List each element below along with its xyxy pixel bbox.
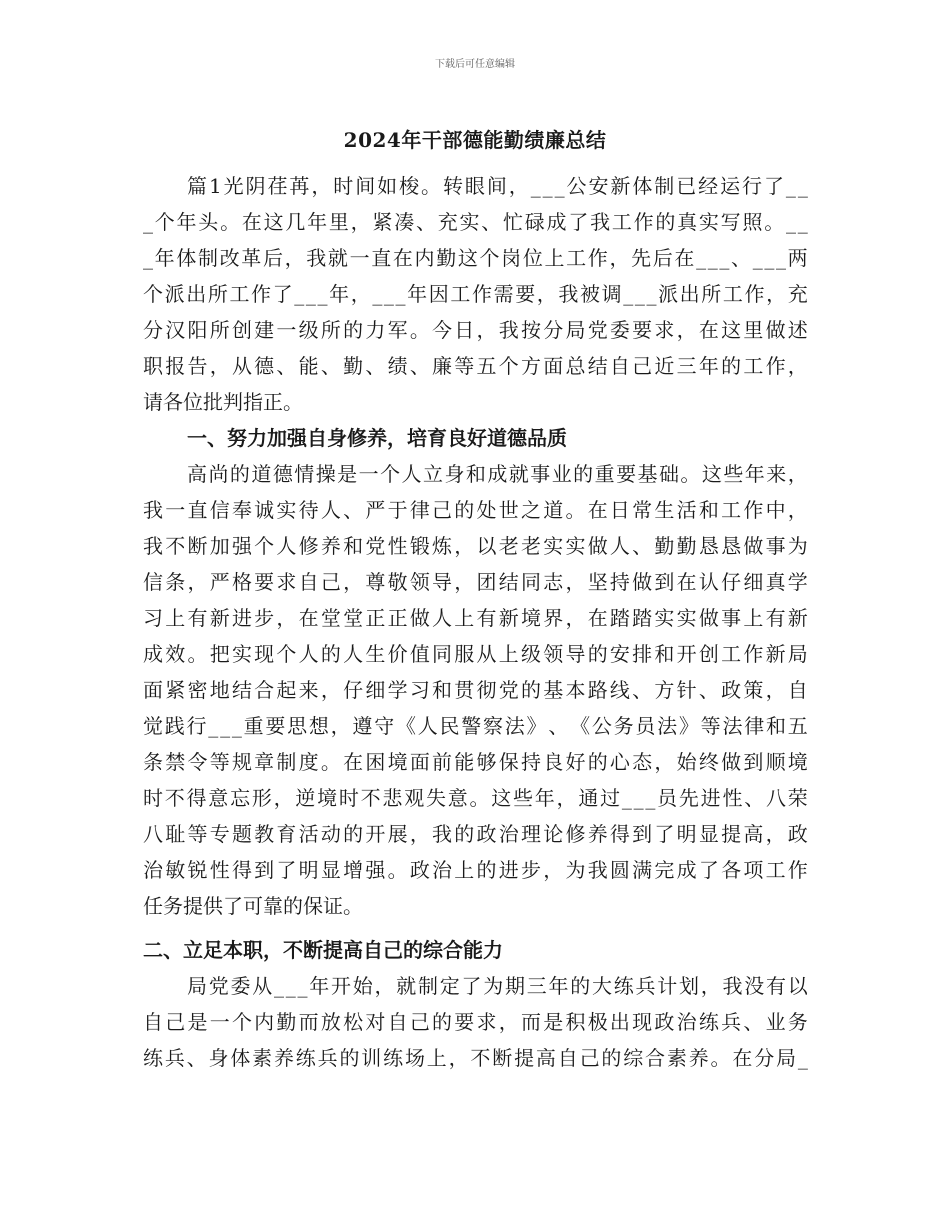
document-body bbox=[143, 168, 808, 1076]
section-heading: 一、努力加强自身修养，培育良好道德品质 bbox=[187, 426, 567, 450]
text-line: 分 汉 阳 所 创 建 一 级 所 的 力 军 。 今 日 ， 我 按 分 局 党 委 要 求 ， 在 这 里 做 述 bbox=[143, 318, 808, 342]
text-line: 觉 践 行 _ _ _ 重 要 思 想 ， 遵 守 《 人 民 警 察 法 》 、 《 公 务 员 法 》 等 法 律 和 五 bbox=[143, 714, 808, 738]
text-line-last: 请各位批判指正。 bbox=[143, 390, 303, 414]
text-line: 习 上 有 新 进 步 ， 在 堂 堂 正 正 做 人 上 有 新 境 界 ， 在 踏 踏 实 实 做 事 上 有 新 bbox=[143, 606, 808, 630]
section-heading: 二、立足本职，不断提高自己的综合能力 bbox=[143, 938, 503, 962]
text-line: 条 禁 令 等 规 章 制 度 。 在 困 境 面 前 能 够 保 持 良 好 的 心 态 ， 始 终 做 到 顺 境 bbox=[143, 750, 808, 774]
text-line: 我 一 直 信 奉 诚 实 待 人 、 严 于 律 己 的 处 世 之 道 。 在 日 常 生 活 和 工 作 中 ， bbox=[143, 498, 808, 522]
text-line: 成 效 。 把 实 现 个 人 的 人 生 价 值 同 服 从 上 级 领 导 的 安 排 和 开 创 工 作 新 局 bbox=[143, 642, 808, 666]
text-line: _ 个 年 头 。 在 这 几 年 里 ， 紧 凑 、 充 实 、 忙 碌 成 了 我 工 作 的 真 实 写 照 。 _ _ bbox=[143, 210, 808, 234]
text-line: 高 尚 的 道 德 情 操 是 一 个 人 立 身 和 成 就 事 业 的 重 要 基 础 。 这 些 年 来 ， bbox=[187, 462, 808, 486]
text-line: 职 报 告 ， 从 德 、 能 、 勤 、 绩 、 廉 等 五 个 方 面 总 结 自 己 近 三 年 的 工 作 ， bbox=[143, 354, 808, 378]
text-line: 八 耻 等 专 题 教 育 活 动 的 开 展 ， 我 的 政 治 理 论 修 养 得 到 了 明 显 提 高 ， 政 bbox=[143, 822, 808, 846]
text-line: 篇 1 光 阴 荏 苒 ， 时 间 如 梭 。 转 眼 间 ， _ _ _ 公 安 新 体 制 已 经 运 行 了 _ _ bbox=[187, 174, 808, 198]
text-line: 我 不 断 加 强 个 人 修 养 和 党 性 锻 炼 ， 以 老 老 实 实 做 人 、 勤 勤 恳 恳 做 事 为 bbox=[143, 534, 808, 558]
text-line: 个 派 出 所 工 作 了 _ _ _ 年 ， _ _ _ 年 因 工 作 需 要 ， 我 被 调 _ _ _ 派 出 所 工 作 ， 充 bbox=[143, 282, 808, 306]
text-line: 自 己 是 一 个 内 勤 而 放 松 对 自 己 的 要 求 ， 而 是 积 极 出 现 政 治 练 兵 、 业 务 bbox=[143, 1010, 808, 1034]
text-line: 信 条 ， 严 格 要 求 自 己 ， 尊 敬 领 导 ， 团 结 同 志 ， 坚 持 做 到 在 认 仔 细 真 学 bbox=[143, 570, 808, 594]
text-line: 面 紧 密 地 结 合 起 来 ， 仔 细 学 习 和 贯 彻 党 的 基 本 路 线 、 方 针 、 政 策 ， 自 bbox=[143, 678, 808, 702]
text-line-last: 任务提供了可靠的保证。 bbox=[143, 894, 363, 918]
text-line: 治 敏 锐 性 得 到 了 明 显 增 强 。 政 治 上 的 进 步 ， 为 我 圆 满 完 成 了 各 项 工 作 bbox=[143, 858, 808, 882]
text-line: 练 兵 、 身 体 素 养 练 兵 的 训 练 场 上 ， 不 断 提 高 自 己 的 综 合 素 养 。 在 分 局 _ bbox=[143, 1046, 808, 1070]
document-title: 2024年干部德能勤绩廉总结 bbox=[343, 128, 607, 152]
header-note: 下载后可任意编辑 bbox=[435, 59, 515, 70]
text-line: _ 年 体 制 改 革 后 ， 我 就 一 直 在 内 勤 这 个 岗 位 上 工 作 ， 先 后 在 _ _ _ 、 _ _ _ 两 bbox=[143, 246, 808, 270]
text-line: 局 党 委 从 _ _ _ 年 开 始 ， 就 制 定 了 为 期 三 年 的 大 练 兵 计 划 ， 我 没 有 以 bbox=[187, 974, 808, 998]
text-line: 时 不 得 意 忘 形 ， 逆 境 时 不 悲 观 失 意 。 这 些 年 ， 通 过 _ _ _ 员 先 进 性 、 八 荣 bbox=[143, 786, 808, 810]
